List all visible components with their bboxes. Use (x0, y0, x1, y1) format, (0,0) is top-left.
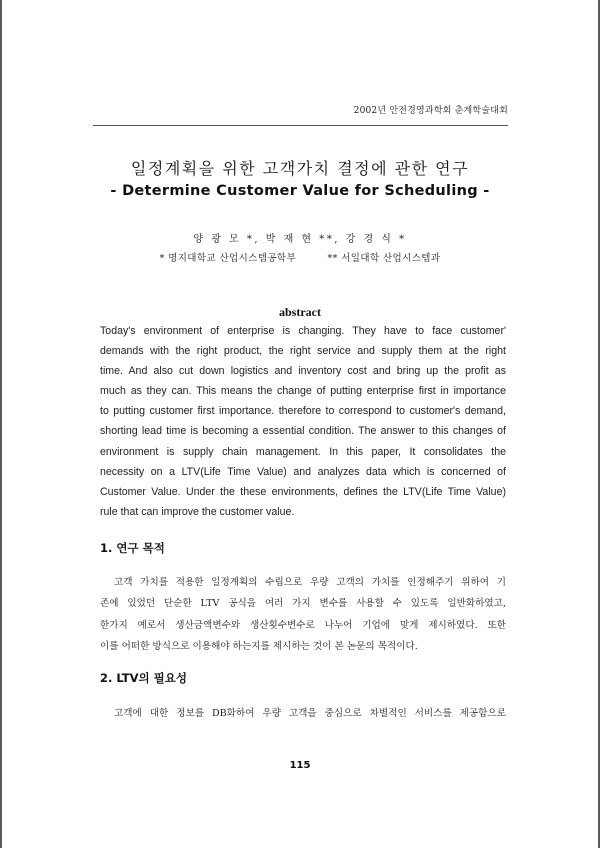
abstract-line: rule that can improve the customer value. (100, 505, 295, 518)
body-line: 고객 가치를 적용한 일정계획의 수립으로 우량 고객의 가치를 인정해주기 위하여 기 (114, 577, 506, 588)
abstract-line: time. And also cut down logistics and inventory cost and bring up the profit as (100, 365, 506, 378)
abstract-line: to putting customer first importance. therefore to correspond to customer's demand, (100, 405, 506, 418)
body-line: 이를 어떠한 방식으로 이용해야 하는지를 제시하는 것이 본 논문의 목적이다. (100, 640, 418, 652)
conference-header: 2002년 안전경영과학회 춘계학술대회 (353, 106, 508, 116)
paper-subtitle: - Determine Customer Value for Scheduling - (110, 183, 490, 199)
abstract-line: environment is supply chain management. In this paper, It consolidates the (100, 445, 506, 458)
affiliation-2: ** 서일대학 산업시스템과 (327, 253, 441, 264)
paper-title: 일정계획을 위한 고객가치 결정에 관한 연구 (130, 159, 470, 178)
abstract-line: demands with the right product, the right service and supply them at the right (100, 345, 506, 358)
body-line: 한가지 예로서 생산금액변수와 생산횟수변수로 나누어 기업에 맞게 제시하였다. 또한 (100, 619, 506, 631)
scan-edge-left (0, 0, 2, 848)
abstract-line: necessity on a LTV(Life Time Value) and analyzes data which is concerned of (100, 465, 506, 478)
section-body-ltv-necessity (100, 703, 506, 724)
section-body-research-purpose (100, 572, 506, 657)
section-heading-ltv-necessity: 2. LTV의 필요성 (100, 671, 187, 685)
abstract-line: shorting lead time is becoming a essential condition. The answer to this changes of (100, 425, 506, 438)
affiliations (0, 250, 600, 264)
body-line: 존에 있었던 단순한 LTV 공식을 여러 가지 변수를 사용할 수 있도록 일반화하였고, (100, 598, 506, 610)
abstract-line: Today's environment of enterprise is changing. They have to face customer' (100, 325, 506, 337)
abstract-line: much as they can. This means the change of putting enterprise first in importance (100, 385, 506, 398)
author-list: 양 광 모 *, 박 재 현 **, 강 경 식 * (193, 234, 407, 245)
abstract-line: Customer Value. Under the these environments, defines the LTV(Life Time Value) (100, 485, 506, 498)
header-rule (93, 125, 508, 126)
section-heading-research-purpose: 1. 연구 목적 (100, 541, 165, 555)
page-number: 115 (289, 760, 311, 771)
affiliation-1: * 명지대학교 산업시스템공학부 (159, 253, 297, 264)
abstract-heading: abstract (279, 305, 321, 319)
abstract-body (100, 321, 506, 522)
body-line: 고객에 대한 정보를 DB화하여 우량 고객을 중심으로 차별적인 서비스를 제공함으로 (114, 708, 506, 719)
